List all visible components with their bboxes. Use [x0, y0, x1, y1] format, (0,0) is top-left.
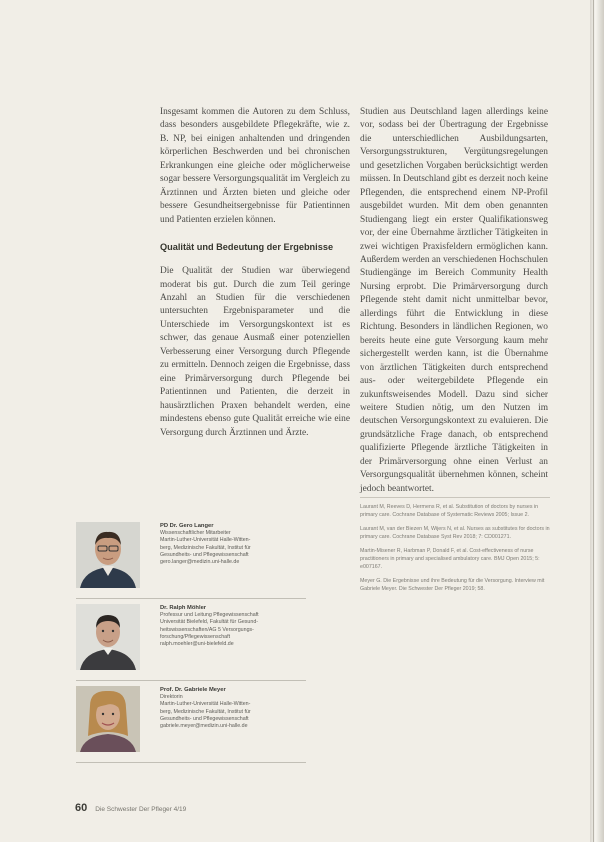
- author-divider: [76, 598, 306, 599]
- author-detail: Gesundheits- und Pflegewissenschaft: [160, 715, 249, 722]
- gutter-line: [593, 0, 594, 842]
- author-photo: [76, 522, 140, 588]
- left-text-column: [160, 106, 350, 440]
- author-detail: Martin-Luther-Universität Halle-Witten-: [160, 701, 251, 708]
- author-detail: Universität Bielefeld, Fakultät für Gesund-: [160, 619, 259, 626]
- author-info: [160, 686, 310, 730]
- author-divider: [76, 762, 306, 763]
- author-divider: [76, 680, 306, 681]
- author-name: Dr. Ralph Möhler: [160, 605, 207, 611]
- author-detail: heitswissenschaften/AG 5 Versorgungs-: [160, 626, 254, 633]
- author-email: gero.langer@medizin.uni-halle.de: [160, 559, 240, 566]
- reference-item: Meyer G. Die Ergebnisse und ihre Bedeutung für die Versorgung. Interview mit Gabriele Meyer. Die Schwester Der Pfleger 2019; 58.: [360, 578, 545, 592]
- author-email: gabriele.meyer@medizin.uni-halle.de: [160, 723, 248, 730]
- body-paragraph: Insgesamt kommen die Autoren zu dem Schluss, dass besonders ausgebildete Pflegekräfte, wie z. B. NP, bei einigen anhaltenden und dringenden körperlichen Beschwerden und bei chronischen Erkrankungen eine gleiche oder möglicherweise sogar bessere Versorgungsqualität im Vergleich zu Ärztinnen und Ärzten bieten und gleiche oder bessere Gesundheitsergebnisse für Patientinnen und Patienten erzielen können.: [160, 107, 350, 225]
- author-info: [160, 604, 310, 648]
- author-detail: Professur und Leitung Pflegewissenschaft: [160, 612, 259, 618]
- body-paragraph: Studien aus Deutschland lagen allerdings keine vor, sodass bei der Übertragung der Ergebnisse die unterschiedlichen Ausbildungsarten, Versorgungsstrukturen, Vergütungsregelungen und gesetzlichen Vorgaben berücksichtigt werden müssen. In Deutschland gibt es derzeit noch keine Pflegenden, die entsprechend einem NP-Profil ausgebildet wurden. Mit dem oben genannten Studiengang liegt ein erster Qualifikationsweg vor, der eine Übernahme ärztlicher Tätigkeiten in zwei wichtigen Praxisfeldern ermöglichen kann. Außerdem werden an verschiedenen Hochschulen Studiengänge im Bereich Community Health Nursing erprobt. Die Primärversorgung durch Pflegende steht damit nicht unmittelbar bevor, allerdings führt die Entwicklung in diese Richtung. Besonders in ländlichen Regionen, wo bereits heute eine gute Versorgung kaum mehr sichergestellt werden kann, ist die Übernahme von ärztlichen Tätigkeiten durch entsprechend aus- oder weitergebildete Pflegende ein zukunftsweisendes Modell. Dazu sind sicher weitere Studien nötig, um den Nutzen im deutschen Versorgungskontext zu evaluieren. Die grundsätzliche Frage danach, ob entsprechend qualifizierte Pflegende ärztliche Tätigkeiten in der Primärversorgung ohne einen Verlust an Versorgungsqualität übernehmen können, scheint jedoch beantwortet.: [360, 107, 548, 494]
- author-detail: Direktorin: [160, 694, 183, 700]
- journal-title: Die Schwester Der Pfleger 4/19: [95, 806, 187, 813]
- reference-item: Martin-Misener R, Harbman P, Donald F, et al. Cost-effectiveness of nurse practitioners in primary and specialised ambulatory care. BMJ Open 2015; 5: e007167.: [360, 548, 540, 570]
- author-name: PD Dr. Gero Langer: [160, 523, 214, 529]
- author-photo: [76, 604, 140, 670]
- section-heading: Qualität und Bedeutung der Ergebnisse: [160, 242, 334, 253]
- author-detail: berg, Medizinische Fakultät, Institut für: [160, 544, 251, 551]
- right-text-column: [360, 106, 548, 496]
- author-detail: Martin-Luther-Universität Halle-Witten-: [160, 537, 251, 544]
- page-number: 60: [75, 802, 88, 814]
- author-boxes: [76, 520, 306, 766]
- author-card: [76, 520, 306, 596]
- references-list: [360, 497, 550, 600]
- reference-item: Laurant M, van der Biezen M, Wijers N, et al. Nurses as substitutes for doctors in primary care. Cochrane Database Syst Rev 2018; 7: CD001271.: [360, 526, 550, 540]
- author-card: [76, 602, 306, 678]
- reference-item: Laurant M, Reeves D, Hermens R, et al. Substitution of doctors by nurses in primary care. Cochrane Database of Systematic Reviews 2005; Issue 2.: [360, 504, 539, 518]
- author-detail: Wissenschaftlicher Mitarbeiter: [160, 530, 231, 536]
- body-paragraph: Die Qualität der Studien war überwiegend moderat bis gut. Durch die zum Teil geringe Anzahl an Studien für die verschiedenen untersuchten Ergebnisparameter und die Unterschiede im Versorgungskontext ist es schwer, das genaue Ausmaß einer potenziellen Verbesserung einer Versorgung durch Pflegende zu ermitteln. Dennoch zeigen die Ergebnisse, dass eine Primärversorgung durch Pflegende bei Patientinnen und Patienten, die derzeit in hausärztlichen Praxen behandelt werden, eine mindestens ebenso gute Qualität erreiche wie eine Versorgung durch Ärztinnen und Ärzte.: [160, 266, 350, 438]
- page-footer: [75, 798, 186, 816]
- author-info: [160, 522, 310, 566]
- author-photo: [76, 686, 140, 752]
- author-detail: forschung/Pflegewissenschaft: [160, 633, 231, 640]
- author-card: [76, 684, 306, 760]
- author-email: ralph.moehler@uni-bielefeld.de: [160, 641, 234, 648]
- references-divider: [360, 497, 550, 498]
- author-detail: Gesundheits- und Pflegewissenschaft: [160, 551, 249, 558]
- author-detail: berg, Medizinische Fakultät, Institut für: [160, 708, 251, 715]
- author-name: Prof. Dr. Gabriele Meyer: [160, 687, 226, 693]
